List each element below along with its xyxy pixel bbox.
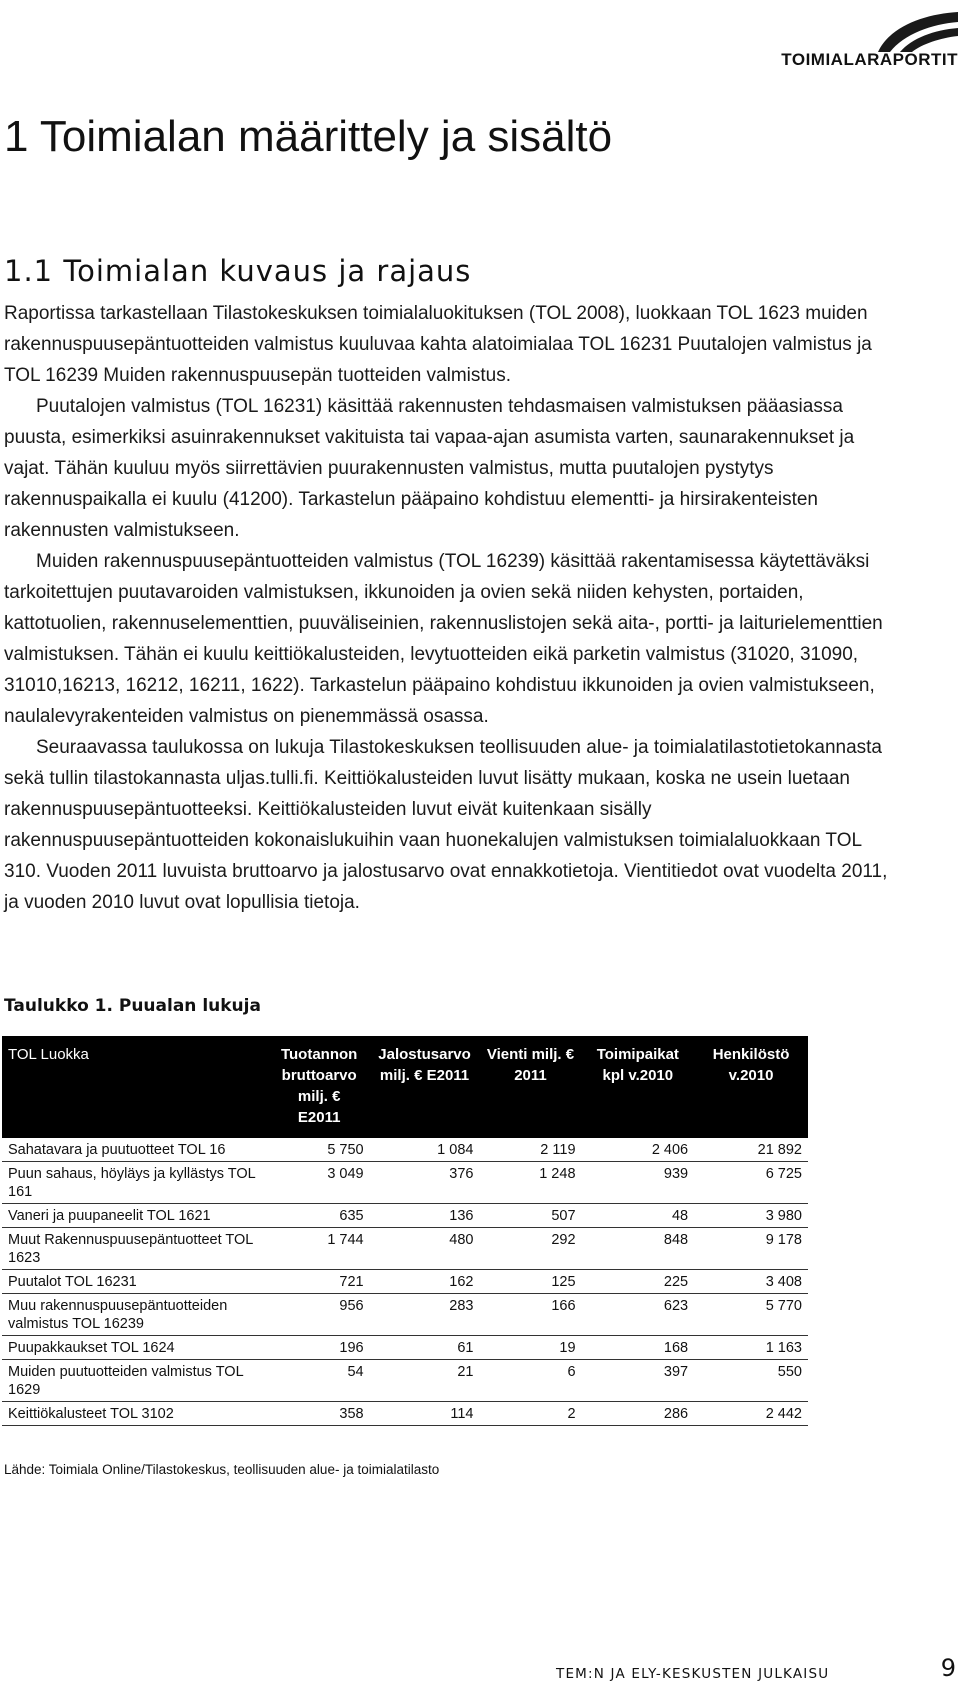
table-cell: 397 (582, 1360, 695, 1402)
table-cell: 956 (269, 1294, 370, 1336)
paragraph-muut: Muiden rakennuspuusepäntuotteiden valmistus (TOL 16239) käsittää rakentamisessa käytettäväksi tarkoitettujen puutavaroiden valmistuksen, ikkunoiden ja ovien sekä niiden kehysten, portaiden, kattotuolien, rakennuselementtien, puuväliseinien, rakennuslistojen sekä aita-, portti- ja laiturielementtien valmistuksen. Tähän ei kuulu keittiökalusteiden, levytuotteiden eikä parketin valmistus (31020, 31090, 31010,16213, 16212, 16211, 1622). Tarkastelun pääpaino kohdistuu ikkunoiden ja ovien valmistukseen, naulalevyrakenteiden valmistus on pienemmässä osassa. (4, 551, 883, 727)
table-cell: 162 (370, 1270, 480, 1294)
table-header-cell: Tuotannon bruttoarvo milj. € E2011 (269, 1036, 370, 1138)
table-cell: Puupakkaukset TOL 1624 (2, 1336, 269, 1360)
table-cell: 9 178 (694, 1228, 808, 1270)
table-cell: 358 (269, 1402, 370, 1426)
table-cell: 3 049 (269, 1162, 370, 1204)
page-number: 9 (940, 1654, 956, 1682)
table-cell: 292 (479, 1228, 581, 1270)
table-cell: 61 (370, 1336, 480, 1360)
table-row (2, 1270, 808, 1294)
table-cell: Vaneri ja puupaneelit TOL 1621 (2, 1204, 269, 1228)
table-cell: 283 (370, 1294, 480, 1336)
table-source: Lähde: Toimiala Online/Tilastokeskus, teollisuuden alue- ja toimialatilasto (4, 1462, 440, 1477)
data-table (2, 1036, 808, 1426)
table-cell: 721 (269, 1270, 370, 1294)
logo-text: TOIMIALARAPORTIT (781, 50, 958, 69)
table-cell: 168 (582, 1336, 695, 1360)
table-cell: 480 (370, 1228, 480, 1270)
table-cell: 5 770 (694, 1294, 808, 1336)
table-cell: 550 (694, 1360, 808, 1402)
table-cell: 507 (479, 1204, 581, 1228)
table-cell: 848 (582, 1228, 695, 1270)
table-cell: 3 408 (694, 1270, 808, 1294)
table-cell: 125 (479, 1270, 581, 1294)
table-cell: 286 (582, 1402, 695, 1426)
table-row (2, 1162, 808, 1204)
table-cell: 623 (582, 1294, 695, 1336)
table-cell: 225 (582, 1270, 695, 1294)
table-header-cell: Jalostusarvo milj. € E2011 (370, 1036, 480, 1138)
table-cell: Muu rakennuspuusepäntuotteiden valmistus TOL 16239 (2, 1294, 269, 1336)
logo-arc-icon (870, 8, 960, 56)
table-header-cell: Vienti milj. € 2011 (479, 1036, 581, 1138)
paragraph-puutalot: Puutalojen valmistus (TOL 16231) käsittää rakennusten tehdasmaisen valmistuksen pääasiassa puusta, esimerkiksi asuinrakennukset vakituista tai vapaa-ajan asumista varten, saunarakennukset ja vajat. Tähän kuuluu myös siirrettävien puurakennusten valmistus, mutta puutalojen pystytys rakennuspaikalla ei kuulu (41200). Tarkastelun pääpaino kohdistuu elementti- ja hirsirakenteisten rakennusten valmistukseen. (4, 396, 855, 541)
footer-publication: TEM:N JA ELY-KESKUSTEN JULKAISU (556, 1666, 830, 1682)
table-row (2, 1336, 808, 1360)
table-cell: 1 163 (694, 1336, 808, 1360)
table-cell: 376 (370, 1162, 480, 1204)
table-row (2, 1228, 808, 1270)
body-text (4, 298, 888, 918)
table-cell: Muiden puutuotteiden valmistus TOL 1629 (2, 1360, 269, 1402)
table-cell: 3 980 (694, 1204, 808, 1228)
table-cell: 136 (370, 1204, 480, 1228)
table-cell: 2 406 (582, 1138, 695, 1162)
table-cell: 1 248 (479, 1162, 581, 1204)
table-cell: 196 (269, 1336, 370, 1360)
table-cell: 48 (582, 1204, 695, 1228)
table-cell: Puutalot TOL 16231 (2, 1270, 269, 1294)
table-cell: 19 (479, 1336, 581, 1360)
table-header-cell: Henkilöstö v.2010 (694, 1036, 808, 1138)
paragraph-intro: Raportissa tarkastellaan Tilastokeskuksen toimialaluokituksen (TOL 2008), luokkaan TOL 1623 muiden rakennuspuusepäntuotteiden valmistus kuuluvaa kahta alatoimialaa TOL 16231 Puutalojen valmistus ja TOL 16239 Muiden rakennuspuusepän tuotteiden valmistus. (4, 303, 872, 386)
table-caption: Taulukko 1. Puualan lukuja (4, 996, 261, 1016)
table-cell: Keittiökalusteet TOL 3102 (2, 1402, 269, 1426)
table-cell: Sahatavara ja puutuotteet TOL 16 (2, 1138, 269, 1162)
table-row (2, 1402, 808, 1426)
table-header-row (2, 1036, 808, 1138)
toimialaraportit-logo (728, 8, 960, 70)
table-cell: 21 892 (694, 1138, 808, 1162)
table-cell: 939 (582, 1162, 695, 1204)
table-row (2, 1138, 808, 1162)
table-header-cell: Toimipaikat kpl v.2010 (582, 1036, 695, 1138)
section-title: 1.1 Toimialan kuvaus ja rajaus (4, 254, 472, 288)
table-header-cell: TOL Luokka (2, 1036, 269, 1138)
paragraph-taulukko: Seuraavassa taulukossa on lukuja Tilastokeskuksen teollisuuden alue- ja toimialatilastotietokannasta sekä tullin tilastokannasta uljas.tulli.fi. Keittiökalusteiden luvut lisätty mukaan, koska ne usein luetaan rakennuspuusepäntuotteeksi. Keittiökalusteiden luvut eivät kuitenkaan sisälly rakennuspuusepäntuotteiden kokonaislukuihin vaan huonekalujen valmistuksen toimialaluokkaan TOL 310. Vuoden 2011 luvuista bruttoarvo ja jalostusarvo ovat ennakkotietoja. Vientitiedot ovat vuodelta 2011, ja vuoden 2010 luvut ovat lopullisia tietoja. (4, 737, 888, 913)
table-cell: 2 119 (479, 1138, 581, 1162)
table-cell: 1 744 (269, 1228, 370, 1270)
table-cell: 2 442 (694, 1402, 808, 1426)
table-cell: 6 725 (694, 1162, 808, 1204)
table-cell: 635 (269, 1204, 370, 1228)
table-cell: 1 084 (370, 1138, 480, 1162)
table-cell: 114 (370, 1402, 480, 1426)
table-cell: Puun sahaus, höyläys ja kyllästys TOL 161 (2, 1162, 269, 1204)
table-cell: 166 (479, 1294, 581, 1336)
table-cell: 6 (479, 1360, 581, 1402)
table-cell: 54 (269, 1360, 370, 1402)
table-cell: 21 (370, 1360, 480, 1402)
table-cell: Muut Rakennuspuusepäntuotteet TOL 1623 (2, 1228, 269, 1270)
table-cell: 2 (479, 1402, 581, 1426)
table-row (2, 1204, 808, 1228)
page-title: 1 Toimialan määrittely ja sisältö (4, 112, 613, 161)
table-row (2, 1360, 808, 1402)
table-row (2, 1294, 808, 1336)
table-cell: 5 750 (269, 1138, 370, 1162)
